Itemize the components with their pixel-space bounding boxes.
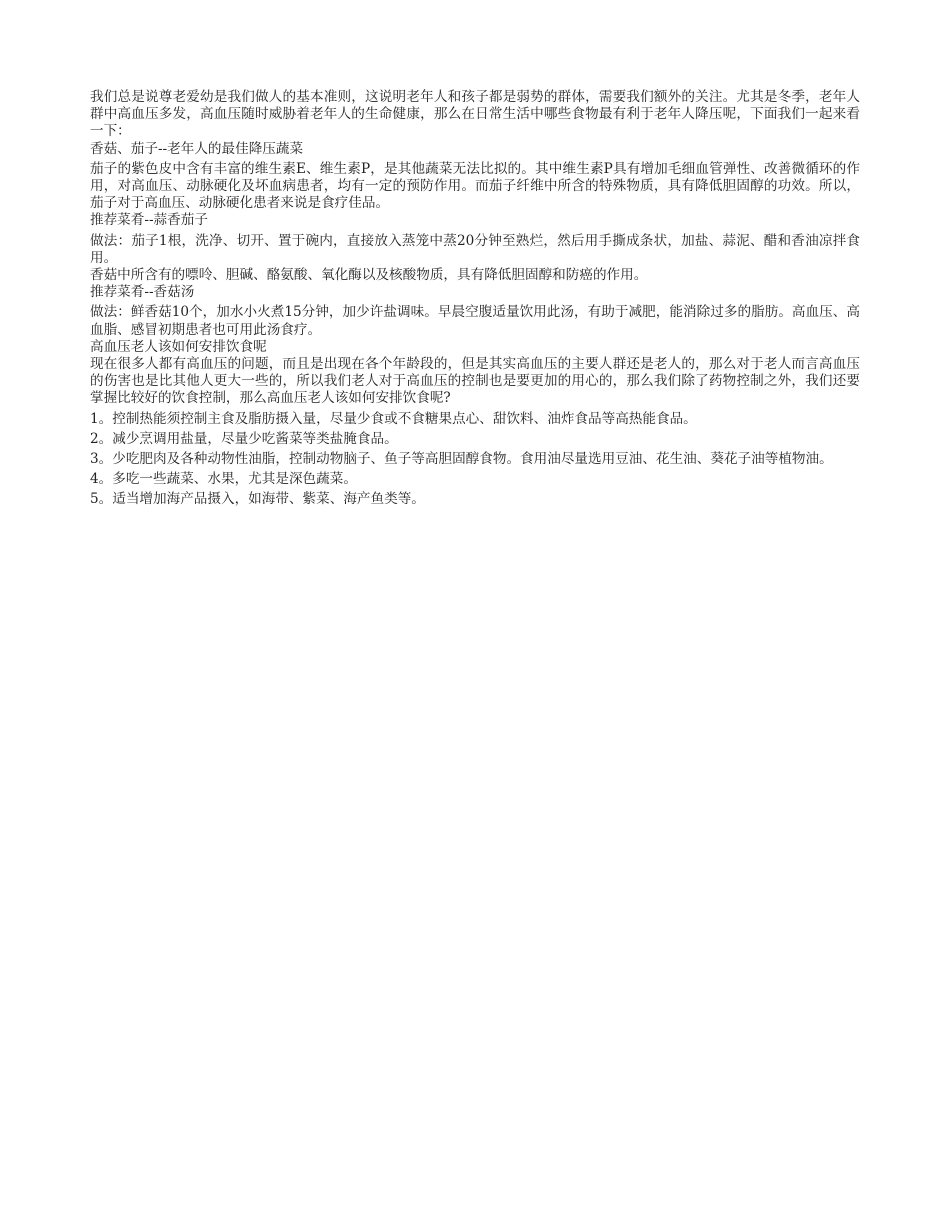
section-heading-diet: 高血压老人该如何安排饮食呢 — [90, 338, 267, 355]
diet-tip-2: 2。减少烹调用盐量，尽量少吃酱菜等类盐腌食品。 — [90, 430, 398, 447]
dish-heading-garlic-eggplant: 推荐菜肴--蒜香茄子 — [90, 212, 208, 229]
intro-paragraph: 我们总是说尊老爱幼是我们做人的基本准则，这说明老年人和孩子都是弱势的群体，需要我们额外的关注。尤其是冬季，老年人群中高血压多发，高血压随时威胁着老年人的生命健康，那么在日常生活中哪些食物最有利于老年人降压呢，下面我们一起来看一下： — [90, 89, 860, 140]
diet-tip-3: 3。少吃肥肉及各种动物性油脂，控制动物脑子、鱼子等高胆固醇食物。食用油尽量选用豆油、花生油、葵花子油等植物油。 — [90, 451, 833, 468]
dish-method-garlic-eggplant: 做法：茄子1根，洗净、切开、置于碗内，直接放入蒸笼中蒸20分钟至熟烂，然后用手撕成条状，加盐、蒜泥、醋和香油凉拌食用。 — [90, 232, 860, 266]
diet-tip-1: 1。控制热能须控制主食及脂肪摄入量，尽量少食或不食糖果点心、甜饮料、油炸食品等高热能食品。 — [90, 410, 697, 427]
dish-heading-mushroom-soup: 推荐菜肴--香菇汤 — [90, 284, 195, 301]
eggplant-paragraph: 茄子的紫色皮中含有丰富的维生素E、维生素P，是其他蔬菜无法比拟的。其中维生素P具有增加毛细血管弹性、改善微循环的作用，对高血压、动脉硬化及坏血病患者，均有一定的预防作用。而茄子纤维中所含的特殊物质，具有降低胆固醇的功效。所以，茄子对于高血压、动脉硬化患者来说是食疗佳品。 — [90, 160, 860, 212]
diet-tip-4: 4。多吃一些蔬菜、水果，尤其是深色蔬菜。 — [90, 471, 357, 488]
section-heading-vegetables: 香菇、茄子--老年人的最佳降压蔬菜 — [90, 140, 304, 157]
diet-tip-5: 5。适当增加海产品摄入，如海带、紫菜、海产鱼类等。 — [90, 491, 425, 508]
dish-method-mushroom-soup: 做法：鲜香菇10个，加水小火煮15分钟，加少许盐调味。早晨空腹适量饮用此汤，有助于减肥，能消除过多的脂肪。高血压、高血脂、感冒初期患者也可用此汤食疗。 — [90, 304, 860, 338]
diet-paragraph: 现在很多人都有高血压的问题，而且是出现在各个年龄段的，但是其实高血压的主要人群还是老人的，那么对于老人而言高血压的伤害也是比其他人更大一些的，所以我们老人对于高血压的控制也是要更加的用心的，那么我们除了药物控制之外，我们还要掌握比较好的饮食控制，那么高血压老人该如何安排饮食呢? — [90, 356, 860, 407]
document-body — [90, 89, 860, 509]
mushroom-paragraph: 香菇中所含有的嘌呤、胆碱、酪氨酸、氧化酶以及核酸物质，具有降低胆固醇和防癌的作用。 — [90, 267, 648, 284]
